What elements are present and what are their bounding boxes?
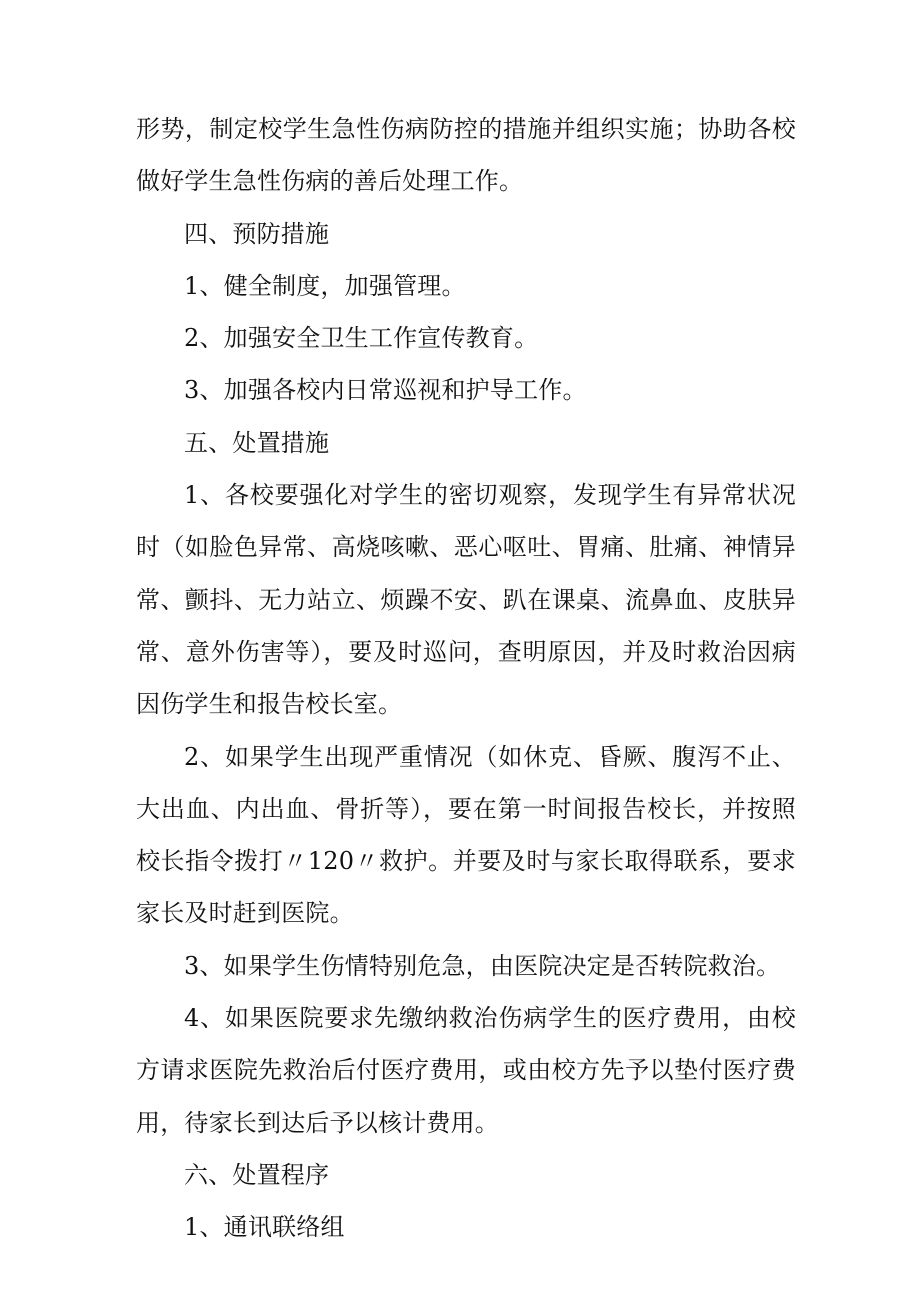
handling-item-2: 2、如果学生出现严重情况（如休克、昏厥、腹泻不止、大出血、内出血、骨折等），要在第一时间报告校长，并按照校长指令拨打〃120〃救护。并要及时与家长取得联系，要求家长及时赶到医院。 xyxy=(136,742,796,928)
paragraph-continuation: 形势，制定校学生急性伤病防控的措施并组织实施；协助各校做好学生急性伤病的善后处理工作。 xyxy=(136,115,796,196)
prevention-item-3: 3、加强各校内日常巡视和护导工作。 xyxy=(184,376,587,405)
procedure-item-1: 1、通讯联络组 xyxy=(184,1213,345,1242)
prevention-item-1: 1、健全制度，加强管理。 xyxy=(184,271,466,300)
handling-item-3: 3、如果学生伤情特别危急，由医院决定是否转院救治。 xyxy=(184,951,781,980)
section-heading-handling: 五、处置措施 xyxy=(184,428,330,457)
section-heading-procedure: 六、处置程序 xyxy=(184,1160,330,1189)
section-heading-prevention: 四、预防措施 xyxy=(184,219,330,248)
prevention-item-2: 2、加强安全卫生工作宣传教育。 xyxy=(184,324,539,353)
document-body xyxy=(136,103,796,1254)
handling-item-4: 4、如果医院要求先缴纳救治伤病学生的医疗费用，由校方请求医院先救治后付医疗费用，或由校方先予以垫付医疗费用，待家长到达后予以核计费用。 xyxy=(136,1004,796,1137)
handling-item-1: 1、各校要强化对学生的密切观察，发现学生有异常状况时（如脸色异常、高烧咳嗽、恶心呕吐、胃痛、肚痛、神情异常、颤抖、无力站立、烦躁不安、趴在课桌、流鼻血、皮肤异常、意外伤害等），要及时巡问，查明原因，并及时救治因病因伤学生和报告校长室。 xyxy=(136,481,796,719)
